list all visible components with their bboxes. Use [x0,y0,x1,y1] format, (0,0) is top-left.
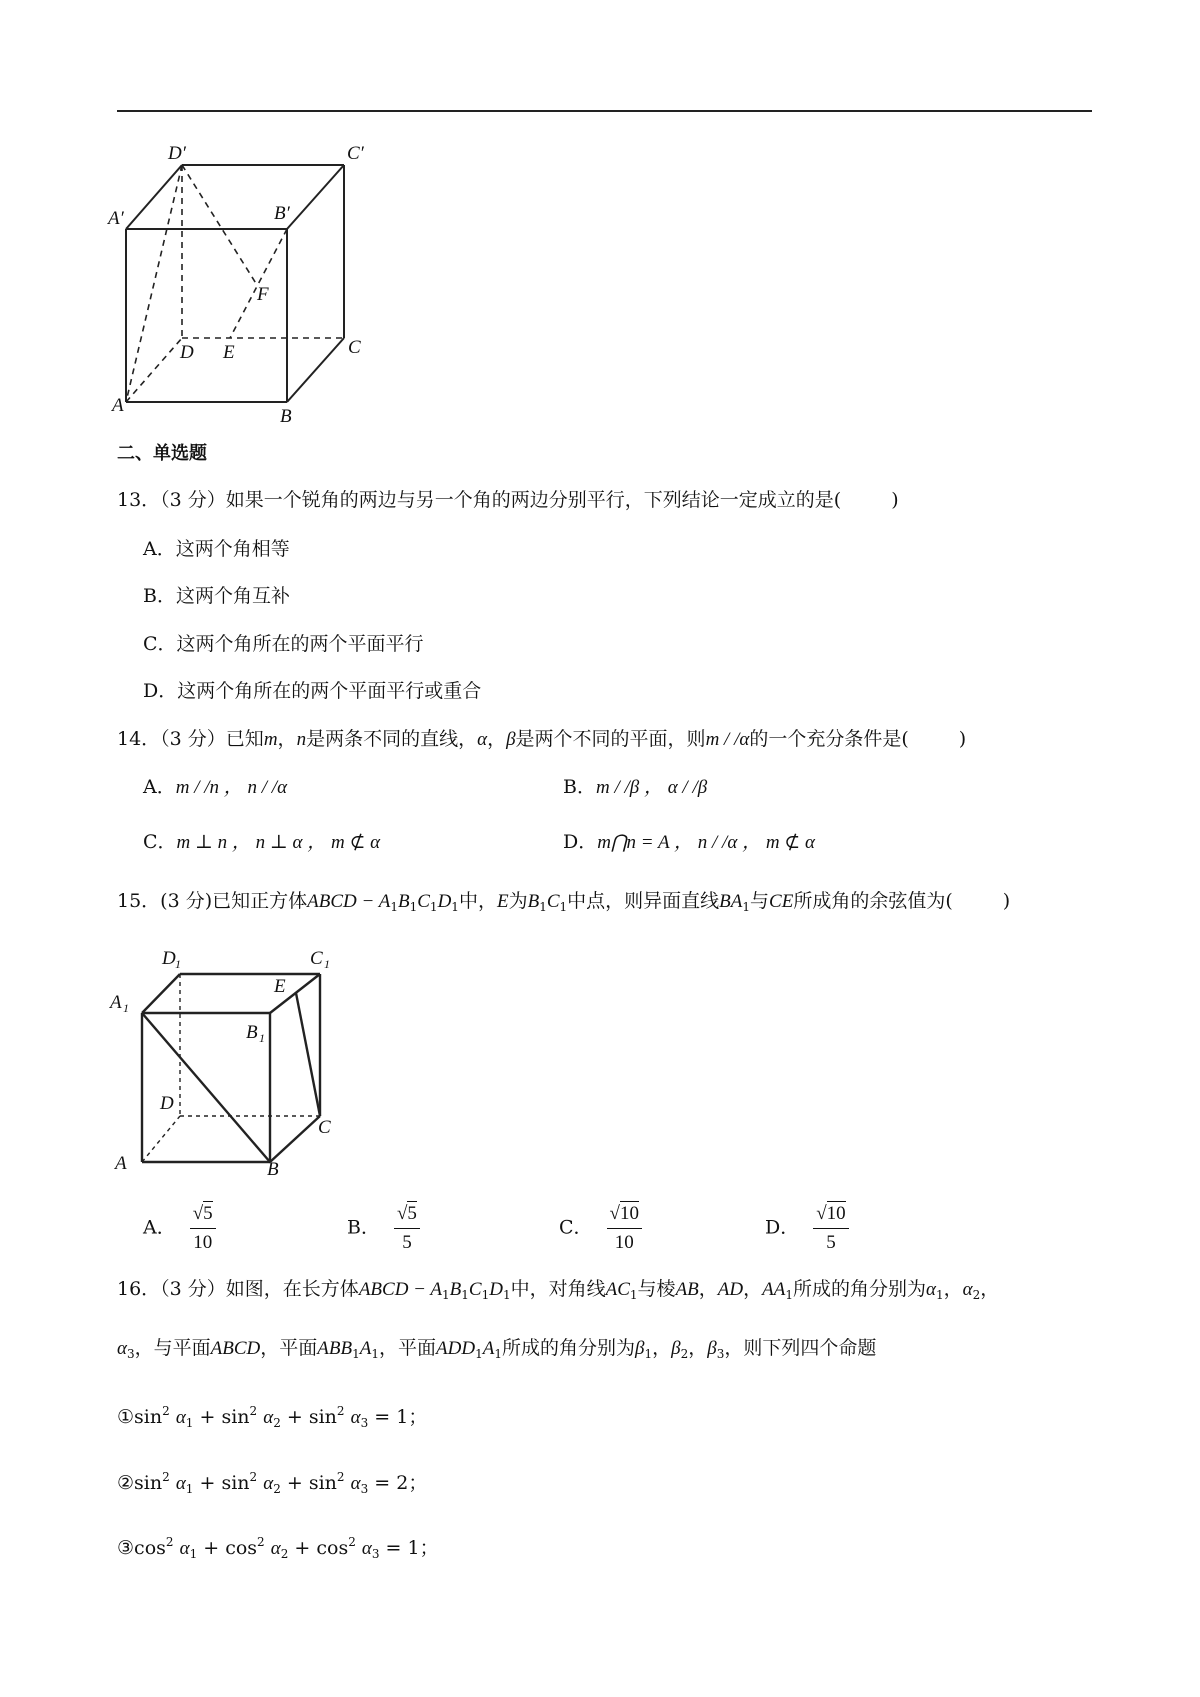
label-A1: A [110,992,122,1013]
label-Dp: D′ [168,143,186,164]
q16-comma1: ， [698,1278,718,1300]
q16-beta3-sub: 3 [716,1347,725,1361]
label-E2: E [274,976,286,997]
q15-d: D [437,891,452,912]
q15-option-b-den: 5 [402,1232,412,1253]
q14-cond: m / /α [705,729,750,750]
q15-sub5: 1 [539,900,547,914]
q15-close: ) [1002,890,1011,912]
label-B1: B [246,1022,258,1043]
q14-prefix: 14．（3 分）已知 [117,728,264,750]
label-C1: C [310,948,323,969]
q15-option-b-fraction [394,1202,420,1255]
q14-mid1: 是两条不同的直线， [306,728,478,750]
label-D2: D [160,1093,174,1114]
q13-close: ) [891,489,899,511]
q15-option-a [143,1202,216,1255]
label-Bp: B′ [274,203,290,224]
q14-option-c [143,830,380,855]
q16-beta2: β [671,1338,681,1359]
q15-option-a-den: 10 [193,1232,213,1253]
q15-ce: CE [769,891,794,912]
q14-sep1: ， [277,728,297,750]
label-A1-sub: 1 [123,1001,129,1015]
q15-option-c-label: C． [559,1216,593,1239]
prop3-a3: α [361,1538,372,1559]
prop3-fn2: cos [225,1537,258,1559]
q15-option-d-num: 10 [826,1203,846,1224]
q16-comma4: ， [980,1278,1000,1300]
q13-option-c: C．这两个角所在的两个平面平行 [143,633,424,655]
prop3-a2: α [270,1538,281,1559]
prop3-mark: ③ [117,1537,135,1559]
q16-beta3: β [707,1338,717,1359]
q15-option-d-den: 5 [826,1232,836,1253]
q15-mid3: 中点，则异面直线 [567,890,720,912]
q15-sub1: 1 [390,900,398,914]
q15-sub2: 1 [409,900,418,914]
q16-abb1a1: ABB [317,1338,353,1359]
prop2-fn2: sin [221,1472,250,1494]
q16-cube: ABCD − A [358,1279,443,1300]
q15-cube: ABCD − A [307,891,391,912]
q14-option-b [563,775,707,800]
prop2-fn3: sin [308,1472,337,1494]
q16-add1a1: ADD [436,1338,476,1359]
q16-line2-prefix: ，与平面 [134,1337,211,1359]
q16-add1a1-sub1: 1 [475,1347,483,1361]
q15-e: E [496,891,509,912]
q15-sub4: 1 [451,900,459,914]
figure-cube-subscript [110,930,372,1180]
q16-abb1a1-sub1: 1 [352,1347,360,1361]
q15-mid5: 所成角的余弦值为( [793,890,953,912]
q15-b: B [397,891,410,912]
q15-option-d [765,1202,849,1255]
prop2-fn1: sin [134,1472,163,1494]
q16-plane3: ，平面 [378,1337,436,1359]
q14-option-d-label: D． [563,831,598,853]
q15-option-a-label: A． [143,1216,176,1239]
label-C2: C [318,1117,331,1138]
q16-alpha3-sub: 3 [126,1347,135,1361]
prop2-mark: ② [117,1472,135,1494]
prop3-rhs: 1 [407,1537,420,1559]
q15-option-c-den: 10 [614,1232,634,1253]
q13-stem [117,488,899,512]
q15-sub6: 1 [559,900,568,914]
prop1-fn3: sin [308,1406,337,1428]
q14-stem [117,727,966,752]
q16-ad: AD [717,1279,744,1300]
q16-d: D [489,1279,503,1300]
prop1-a3: α [350,1407,361,1428]
section-title: 二、单选题 [117,443,207,464]
q15-option-a-fraction [190,1202,216,1255]
q16-sub4: 1 [502,1288,511,1302]
q16-c: C [468,1279,482,1300]
q16-add1a1-a: A [482,1338,495,1359]
q14-mid2: 是两个不同的平面，则 [515,728,706,750]
q16-aa1: AA [762,1279,786,1300]
q14-option-c-label: C． [143,831,177,853]
prop2-a2: α [263,1473,274,1494]
prop1-a1: α [175,1407,186,1428]
q16-line2-mid: 所成的角分别为 [501,1337,635,1359]
prop1-rhs: 1 [396,1406,409,1428]
q16-ac1-sub: 1 [629,1288,638,1302]
prop2-a3: α [350,1473,361,1494]
label-A2: A [115,1153,127,1174]
q16-line2-end: ，则下列四个命题 [724,1337,877,1359]
q16-comma2: ， [743,1278,763,1300]
label-Ap: A′ [108,208,124,229]
label-F: F [257,284,269,305]
q14-option-b-label: B． [563,776,596,798]
q16-beta1: β [634,1338,645,1359]
q16-sub1: 1 [442,1288,450,1302]
q14-close: ) [958,728,967,750]
q15-option-c [559,1202,642,1255]
q16-sub3: 1 [481,1288,490,1302]
q16-comma5: ， [652,1337,672,1359]
label-C1-sub: 1 [324,957,330,971]
q15-stem [117,889,1010,919]
q16-proposition-3: $③\cos^2$ $\alpha_1 + \cos^2 \alpha_2 + \cos^2 \alpha_3 = 1$； [117,1535,439,1561]
label-Cp: C′ [347,143,364,164]
q13-option-b: B．这两个角互补 [143,585,290,607]
q16-with-edge: 与棱 [637,1278,676,1300]
q16-mid: 中，对角线 [510,1278,606,1300]
q15-mid1: 中， [458,890,497,912]
label-D: D [180,342,194,363]
prop3-fn3: cos [316,1537,349,1559]
q16-beta2-sub: 2 [680,1347,689,1361]
q16-comma6: ， [688,1337,708,1359]
q15-option-b-num: 5 [407,1203,417,1224]
q14-option-a-math: m / /n ， n / /α [175,777,288,798]
prop1-fn2: sin [221,1406,250,1428]
q14-option-b-math: m / /β ， α / /β [595,777,708,798]
q16-proposition-1: $①\sin^2$ $\alpha_1 + \sin^2 \alpha_2 + \sin^2 \alpha_3 = 1$； [117,1404,428,1430]
q13-option-d: D．这两个角所在的两个平面平行或重合 [143,680,482,702]
q14-option-d-math: m⋂n = A ， n / /α ， m ⊄ α [597,832,815,853]
q13-option-a: A．这两个角相等 [143,538,290,560]
q14-n: n [296,729,307,750]
q16-alpha1: α [926,1279,936,1300]
label-B: B [280,406,292,427]
label-B1-sub: 1 [259,1031,265,1045]
q14-alpha: α [477,729,488,750]
q15-c: C [417,891,430,912]
q16-aa1-sub: 1 [785,1288,793,1302]
q16-beta1-sub: 1 [644,1347,653,1361]
q16-alpha3: α [117,1338,127,1359]
q15-sub3: 1 [429,900,438,914]
q14-option-c-math: m ⊥ n ， n ⊥ α ， m ⊄ α [176,832,381,853]
q14-beta: β [506,729,516,750]
q16-alpha2: α [962,1279,973,1300]
q13-stem-text: 13．（3 分）如果一个锐角的两边与另一个角的两边分别平行，下列结论一定成立的是( [117,489,842,511]
q15-option-d-fraction [813,1202,848,1255]
q16-plane2: ，平面 [260,1337,318,1359]
prop1-mark: ① [117,1406,135,1428]
q15-b1: B [527,891,540,912]
label-D1-sub: 1 [175,957,181,971]
q16-ac1: AC [605,1279,630,1300]
q16-b: B [449,1279,462,1300]
q16-prefix: 16．（3 分）如图，在长方体 [117,1278,359,1300]
label-E: E [223,342,235,363]
q16-line1 [117,1277,999,1307]
label-C: C [348,337,361,358]
q16-sub2: 1 [461,1288,469,1302]
prop1-a2: α [263,1407,274,1428]
q14-m: m [263,729,278,750]
prop2-a1: α [175,1473,186,1494]
figure-cube-primed [108,140,397,430]
q15-sub7: 1 [742,900,751,914]
prop1-fn1: sin [134,1406,163,1428]
header-rule [117,110,1092,112]
q15-option-b [347,1202,420,1255]
label-A: A [112,395,124,416]
prop2-rhs: 2 [396,1472,409,1494]
q15-c1: C [546,891,560,912]
q15-prefix: 15．(3 分)已知正方体 [117,890,308,912]
q16-comma3: ， [943,1278,963,1300]
label-B2: B [267,1159,279,1180]
q16-line2 [117,1336,876,1366]
q16-abb1a1-sub2: 1 [371,1347,379,1361]
q14-sep2: ， [487,728,507,750]
q15-ba: BA [719,891,743,912]
q15-mid4: 与 [750,890,770,912]
q14-mid3: 的一个充分条件是( [749,728,909,750]
prop3-fn1: cos [134,1537,166,1559]
q15-mid2: 为 [508,890,528,912]
q16-add1a1-sub2: 1 [494,1347,502,1361]
q16-angles-text: 所成的角分别为 [793,1278,927,1300]
q16-proposition-2: $②\sin^2$ $\alpha_1 + \sin^2 \alpha_2 + \sin^2 \alpha_3 = 2$； [117,1470,428,1496]
q15-option-c-fraction [607,1202,642,1255]
q14-option-a [143,775,287,800]
q15-option-c-num: 10 [619,1203,639,1224]
q16-alpha2-sub: 2 [972,1288,981,1302]
label-D1: D [162,948,176,969]
prop3-a1: α [179,1538,190,1559]
q16-alpha1-sub: 1 [936,1288,944,1302]
q15-option-a-num: 5 [203,1203,213,1224]
q16-abcd: ABCD [210,1338,261,1359]
q16-abb1a1-a: A [359,1338,372,1359]
q15-option-d-label: D． [765,1216,800,1239]
q14-option-a-label: A． [143,776,176,798]
q16-ab: AB [675,1279,699,1300]
q14-option-d [563,830,815,855]
q15-option-b-label: B． [347,1216,380,1239]
